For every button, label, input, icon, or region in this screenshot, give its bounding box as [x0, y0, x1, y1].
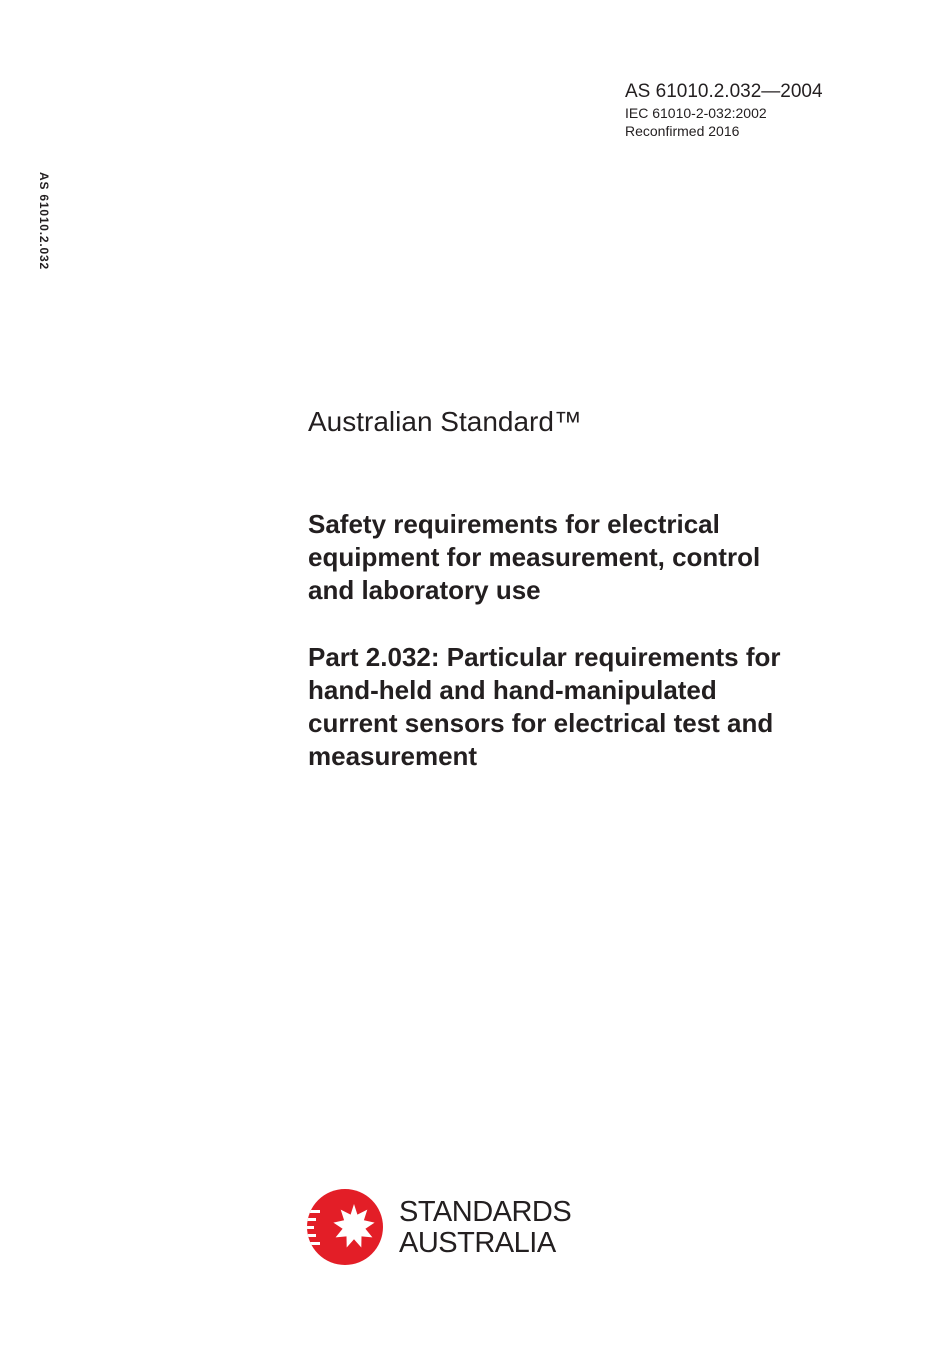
title-line: equipment for measurement, control	[308, 542, 761, 572]
part-line: hand-held and hand-manipulated	[308, 675, 717, 705]
standard-type-label: Australian Standard™	[308, 406, 582, 437]
part-line: current sensors for electrical test and	[308, 708, 774, 738]
spine-label: AS 61010.2.032	[37, 172, 51, 270]
reconfirmed-date: Reconfirmed 2016	[625, 123, 740, 139]
publisher-logo	[306, 1188, 596, 1268]
part-title	[308, 641, 868, 773]
part-line: Part 2.032: Particular requirements for	[308, 642, 781, 672]
standard-number: AS 61010.2.032—2004	[625, 81, 823, 102]
iec-number: IEC 61010-2-032:2002	[625, 105, 767, 121]
part-line: measurement	[308, 741, 478, 771]
title-line: Safety requirements for electrical	[308, 509, 720, 539]
title-line: and laboratory use	[308, 575, 541, 605]
publisher-name	[399, 1197, 571, 1259]
header-block	[625, 80, 823, 140]
publisher-line-1: STANDARDS	[399, 1196, 572, 1228]
document-title	[308, 508, 868, 607]
standards-australia-star-icon	[306, 1188, 384, 1266]
publisher-line-2: AUSTRALIA	[399, 1227, 556, 1259]
